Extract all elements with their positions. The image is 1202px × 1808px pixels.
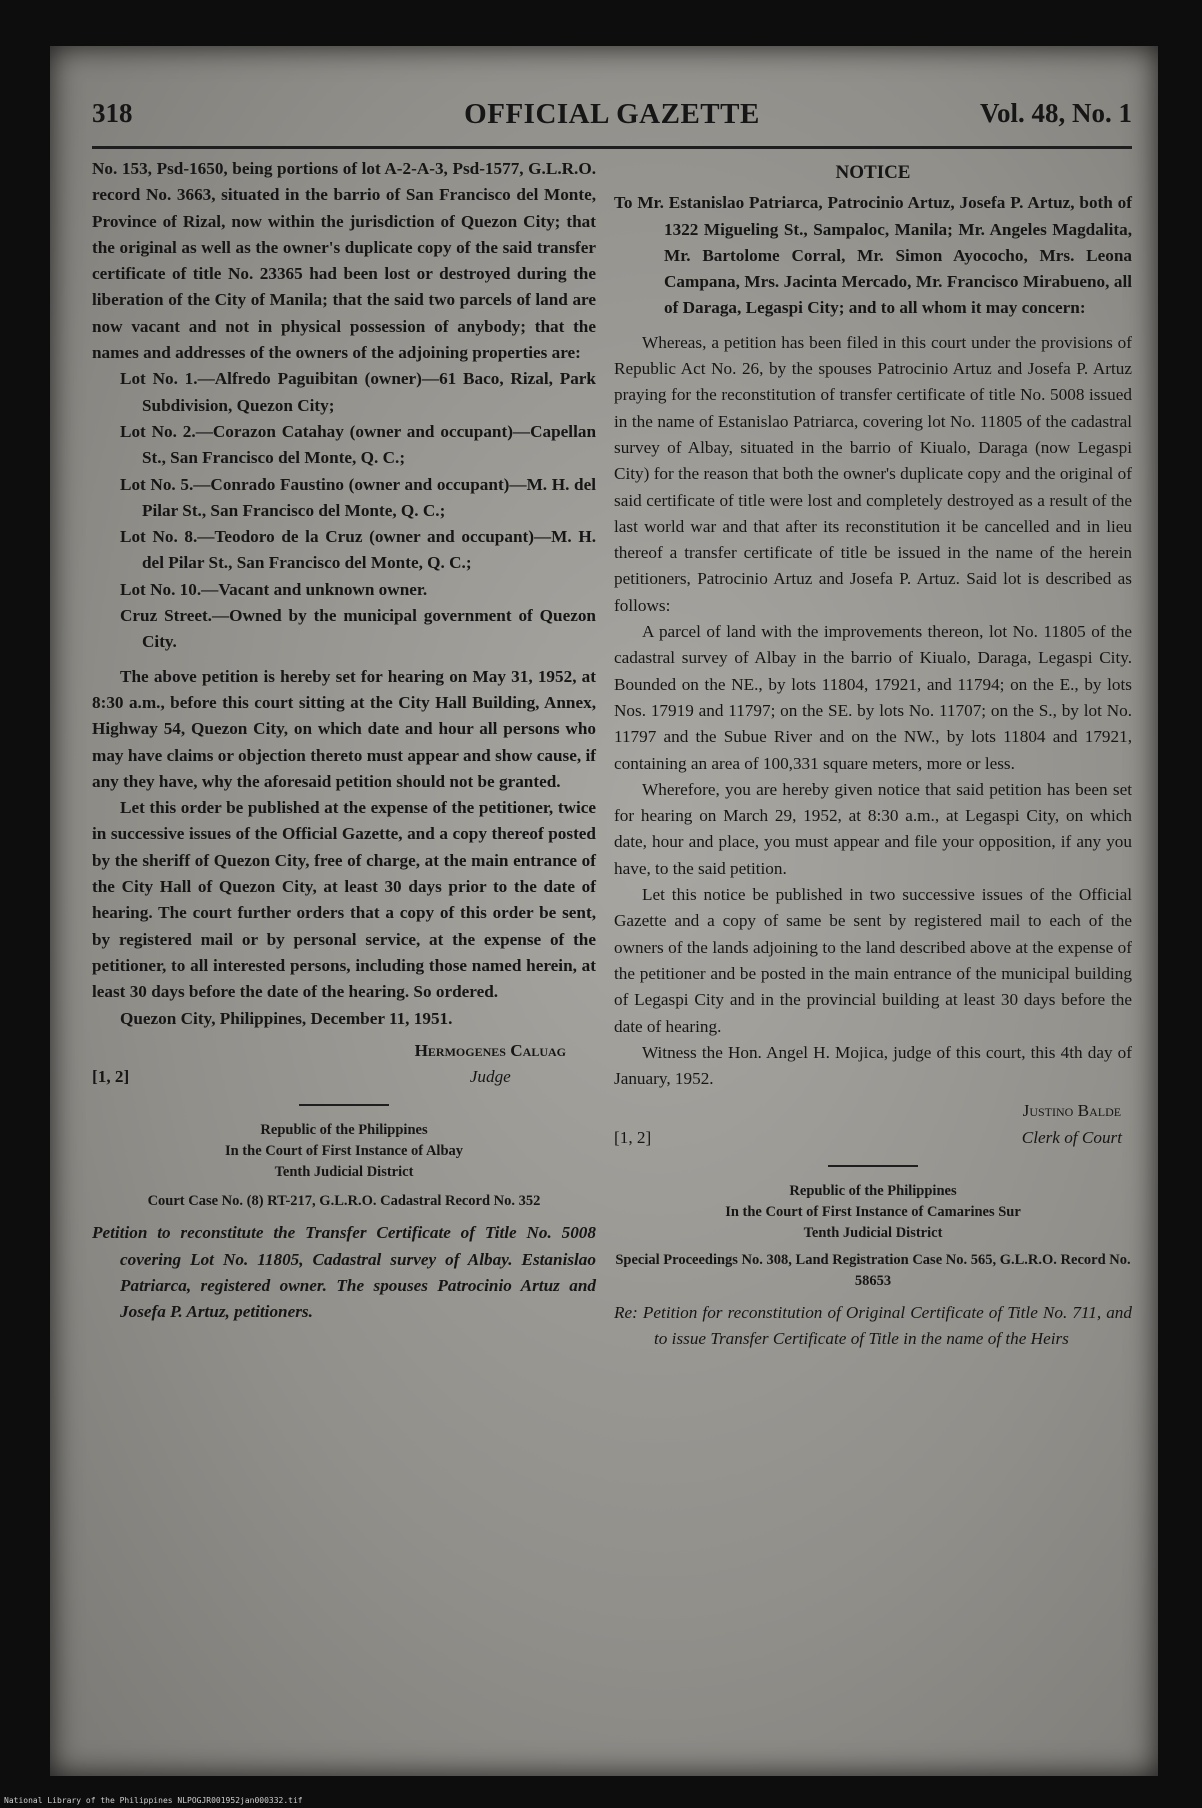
signer-title: Clerk of Court [1021,1127,1122,1147]
publication-title: OFFICIAL GAZETTE [464,98,760,130]
court-republic: Republic of the Philippines [789,1182,957,1199]
re-caption: Re: Petition for reconstitution of Original Certificate of Title No. 711, and to issue Transfer Certificate of Title in the name of the Heirs [614,1302,1132,1349]
court-district: Tenth Judicial District [274,1164,414,1181]
hearing-paragraph: The above petition is hereby set for hearing on May 31, 1952, at 8:30 a.m., before this court sitting at the City Hall Building, Annex, Highway 54, Quezon City, on which date and hour all persons who may have claims or objection thereto must appear and show cause, if any they have, why the aforesaid petition should not be granted. [92,666,596,791]
signature-block [92,1038,596,1091]
list-item: Lot No. 10.—Vacant and unknown owner. [120,579,428,599]
petition-caption: Petition to reconstitute the Transfer Certificate of Title No. 5008 covering Lot No. 11805, Cadastral survey of Albay. Estanislao Patriarca, registered owner. The spouses Patrocinio Artuz and Josefa P. Artuz, petitioners. [92,1223,596,1322]
section-divider [299,1104,389,1106]
list-item: Lot No. 8.—Teodoro de la Cruz (owner and occupant)—M. H. del Pilar St., San Francisco del Monte, Q. C.; [120,527,596,573]
page-header [92,90,1132,140]
signer-name: Justino Balde [1022,1101,1122,1121]
case-number: Court Case No. (8) RT-217, G.L.R.O. Cadastral Record No. 352 [147,1193,541,1210]
header-rule [92,146,1132,149]
petition-intro: No. 153, Psd-1650, being portions of lot A-2-A-3, Psd-1577, G.L.R.O. record No. 3663, situated in the barrio of San Francisco del Monte, Province of Rizal, now within the jurisdiction of Quezon City; that the original as well as the owner's duplicate copy of the said transfer certificate of title No. 23365 had been lost or destroyed during the liberation of the City of Manila; that the said two parcels of land are now vacant and not in physical possession of anybody; that the names and addresses of the owners of the adjoining properties are: [92,159,596,363]
court-district: Tenth Judicial District [803,1224,943,1241]
notice-title: NOTICE [835,162,911,183]
issue-numbers: [1, 2] [92,1067,130,1087]
publication-notice: Let this notice be published in two successive issues of the Official Gazette and a copy of same be sent by registered mail to each of the owners of the lands adjoining to the land described above at the expense of the petitioner and be posted in the main entrance of the municipal building of Legaspi City and in the provincial building at least 30 days before the date of hearing. [614,885,1132,1036]
right-column [614,156,1132,1353]
page-number: 318 [92,98,133,128]
whereas-paragraph: Whereas, a petition has been filed in this court under the provisions of Republic Act No. 26, by the spouses Patrocinio Artuz and Josefa P. Artuz praying for the reconstitution of transfer certificate of title No. 5008 issued in the name of Estanislao Patriarca, covering lot No. 11805 of the cadastral survey of Albay, situated in the barrio of Kiualo, Daraga (now Legaspi City) for the reason that both the owner's duplicate copy and the original of said certificate of title were lost and completely destroyed as a result of the last world war and that after its reconstitution it be cancelled and in lieu thereof a transfer certificate of title be issued in the name of the herein petitioners, Patrocinio Artuz and Josefa P. Artuz. Said lot is described as follows: [614,332,1132,615]
adjoining-lots-list [92,366,596,655]
dateline: Quezon City, Philippines, December 11, 1951. [120,1008,453,1028]
list-item: Lot No. 1.—Alfredo Paguibitan (owner)—61 Baco, Rizal, Park Subdivision, Quezon City; [120,369,596,415]
court-heading [92,1120,596,1183]
scan-footer: National Library of the Philippines NLPOGJR001952jan000332.tif [4,1796,303,1805]
signature-block [614,1098,1132,1151]
wherefore-paragraph: Wherefore, you are hereby given notice that said petition has been set for hearing on March 29, 1952, at 8:30 a.m., at Legaspi City, on which date, hour and place, you must appear and file your opposition, if any you have, to the said petition. [614,779,1132,878]
witness-paragraph: Witness the Hon. Angel H. Mojica, judge of this court, this 4th day of January, 1952. [614,1042,1132,1089]
court-republic: Republic of the Philippines [260,1122,428,1139]
case-number: Special Proceedings No. 308, Land Registration Case No. 565, G.L.R.O. Record No. 58653 [615,1251,1131,1289]
issue-numbers: [1, 2] [614,1127,652,1147]
publication-order: Let this order be published at the expense of the petitioner, twice in successive issues of the Official Gazette, and a copy thereof posted by the sheriff of Quezon City, free of charge, at the main entrance of the City Hall of Quezon City, at least 30 days prior to the date of hearing. The court further orders that a copy of this order be sent, by registered mail or by personal service, at the expense of the petitioner, to all interested persons, including those named herein, at least 30 days before the date of the hearing. So ordered. [92,798,596,1002]
court-name: In the Court of First Instance of Camarines Sur [725,1203,1021,1220]
court-name: In the Court of First Instance of Albay [224,1143,464,1160]
left-column [92,156,596,1326]
list-item: Lot No. 5.—Conrado Faustino (owner and occupant)—M. H. del Pilar St., San Francisco del Monte, Q. C.; [120,474,596,520]
parcel-description: A parcel of land with the improvements thereon, lot No. 11805 of the cadastral survey of Albay in the barrio of Kiualo, Daraga, Legaspi City. Bounded on the NE., by lots 11804, 17921, and 11794; on the E., by lots Nos. 17919 and 11797; on the SE. by lots No. 11707; on the S., by lot No. 11797 and the Subue River and on the NW., by lots 11804 and 17921, containing an area of 100,331 square meters, more or less. [614,622,1132,773]
list-item: Cruz Street.—Owned by the municipal government of Quezon City. [120,606,596,652]
gazette-page [50,46,1158,1776]
signer-name: Hermogenes Caluag [414,1040,566,1060]
list-item: Lot No. 2.—Corazon Catahay (owner and occupant)—Capellan St., San Francisco del Monte, Q. C.; [120,421,596,468]
court-heading [614,1181,1132,1244]
signer-title: Judge [469,1067,511,1087]
section-divider [828,1165,918,1167]
notice-addressees: To Mr. Estanislao Patriarca, Patrocinio Artuz, Josefa P. Artuz, both of 1322 Migueling St., Sampaloc, Manila; Mr. Angeles Magdalita, Mr. Bartolome Corral, Mr. Simon Ayococho, Mrs. Leona Campana, Mrs. Jacinta Mercado, Mr. Francisco Mirabueno, all of Daraga, Legaspi City; and to all whom it may concern: [614,193,1132,318]
volume-number: Vol. 48, No. 1 [979,98,1132,128]
